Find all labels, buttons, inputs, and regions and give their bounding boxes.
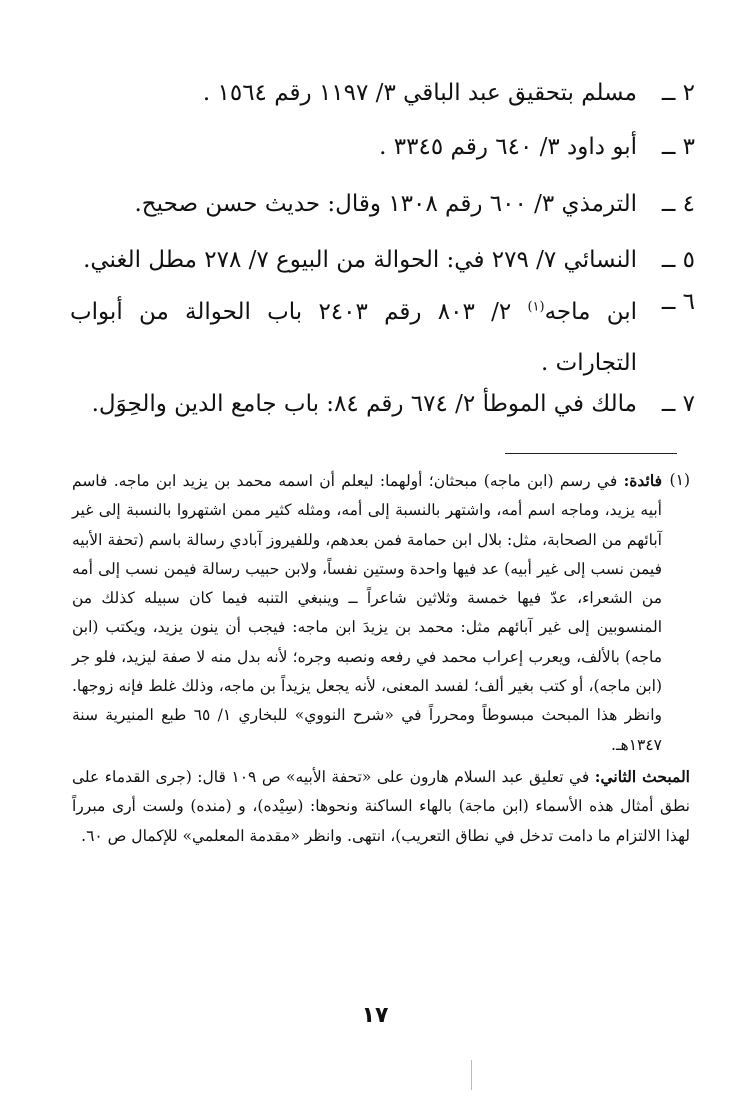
citation-text: أبو داود ٣/ ٦٤٠ رقم ٣٣٤٥ . — [379, 134, 637, 160]
footnote-text: في تعليق عبد السلام هارون على «تحفة الأبيه» ص ١٠٩ قال: (جرى القدماء على نطق أمثال هذه الأسماء (ابن ماجة) بالهاء الساكنة ونحوها: (سِيْده)، و (منده) ولست أرى مبرراً لهذا الالتزام ما دامت تدخل في نطاق التعريب)، انتهى. وانظر «مقدمة المعلمي» للإكمال ص ٦٠. — [72, 767, 690, 845]
citation-item-2 — [70, 78, 695, 132]
citation-item-3 — [70, 132, 695, 189]
citation-text: الترمذي ٣/ ٦٠٠ رقم ١٣٠٨ وقال: حديث حسن صحيح. — [134, 191, 637, 217]
citation-number: ٥ ــ — [661, 247, 695, 273]
citation-text: مالك في الموطأ ٢/ ٦٧٤ رقم ٨٤: باب جامع الدين والحِوَل. — [91, 391, 637, 417]
citation-item-4 — [70, 189, 695, 245]
citation-text: مسلم بتحقيق عبد الباقي ٣/ ١١٩٧ رقم ١٥٦٤ . — [202, 80, 637, 106]
footnote-text: في رسم (ابن ماجه) مبحثان؛ أولهما: ليعلم أن اسمه محمد بن يزيد ابن ماجه. فاسم أبيه يزيد، وماجه اسم أمه، واشتهر بالنسبة إلى أمه، ومثله كثير ممن اشتهروا بالنسبة إلى غير آبائهم من الصحابة، مثل: بلال ابن حمامة فمن بعدهم، وللفيروز آبادي رسالة باسم (تحفة الأبيه فيمن نسب إلى غير أبيه) عد فيها واحدة وستين نفساً، ولابن حبيب رسالة فيمن نسب إلى أمه من الشعراء، عدّ فيها خمسة وثلاثين شاعراً ــ وينبغي التنبه فيما كان سبيله كذلك من المنسوبين إلى غير آبائهم مثل: محمد بن يزيدَ ابن ماجه: فيجب أن ينون يزيد، ويكتب (ابن ماجه) بالألف، ويعرب إعراب محمد في رفعه ونصبه وجره؛ لأنه بدل منه لا صفة ليزيد، فلو جر (ابن ماجه)، أو كتب بغير ألف؛ لفسد المعنى، لأنه يجعل يزيداً بن ماجه، وذلك غلط فإنه زوجها. وانظر هذا المبحث مبسوطاً ومحرراً في «شرح النووي» للبخاري ١/ ٦٥ طبع المنيرية سنة ١٣٤٧هـ. — [72, 472, 662, 754]
scan-artifact-line — [471, 1060, 472, 1090]
citation-number: ٧ ــ — [661, 391, 695, 417]
citation-item-6 — [70, 287, 695, 385]
footnote-reference[interactable]: (١) — [527, 299, 545, 315]
citation-number: ٢ ــ — [661, 80, 695, 106]
citation-text-after-ref: ٢/ ٨٠٣ رقم ٢٤٠٣ باب الحوالة من أبواب التجارات . — [70, 299, 637, 376]
footnote-1 — [72, 466, 690, 760]
footnotes — [72, 466, 690, 851]
footnote-separator — [505, 453, 677, 454]
citation-number: ٤ ــ — [661, 191, 695, 217]
footnote-label: المبحث الثاني: — [594, 766, 690, 786]
footnote-label: فائدة: — [623, 471, 662, 490]
footnote-body — [72, 466, 662, 760]
footnote-marker: (١) — [669, 471, 690, 489]
citation-number: ٦ ــ — [661, 289, 695, 315]
citation-number: ٣ ــ — [661, 134, 695, 160]
citation-item-7 — [70, 389, 695, 419]
citation-text — [70, 287, 637, 389]
footnote-second-topic — [72, 762, 690, 851]
citation-text: النسائي ٧/ ٢٧٩ في: الحوالة من البيوع ٧/ ٢٧٨ مطل الغني. — [83, 247, 637, 273]
citation-list — [70, 78, 695, 419]
citation-text-before-ref: ابن ماجه — [544, 299, 637, 325]
page-number: ١٧ — [361, 1003, 389, 1028]
